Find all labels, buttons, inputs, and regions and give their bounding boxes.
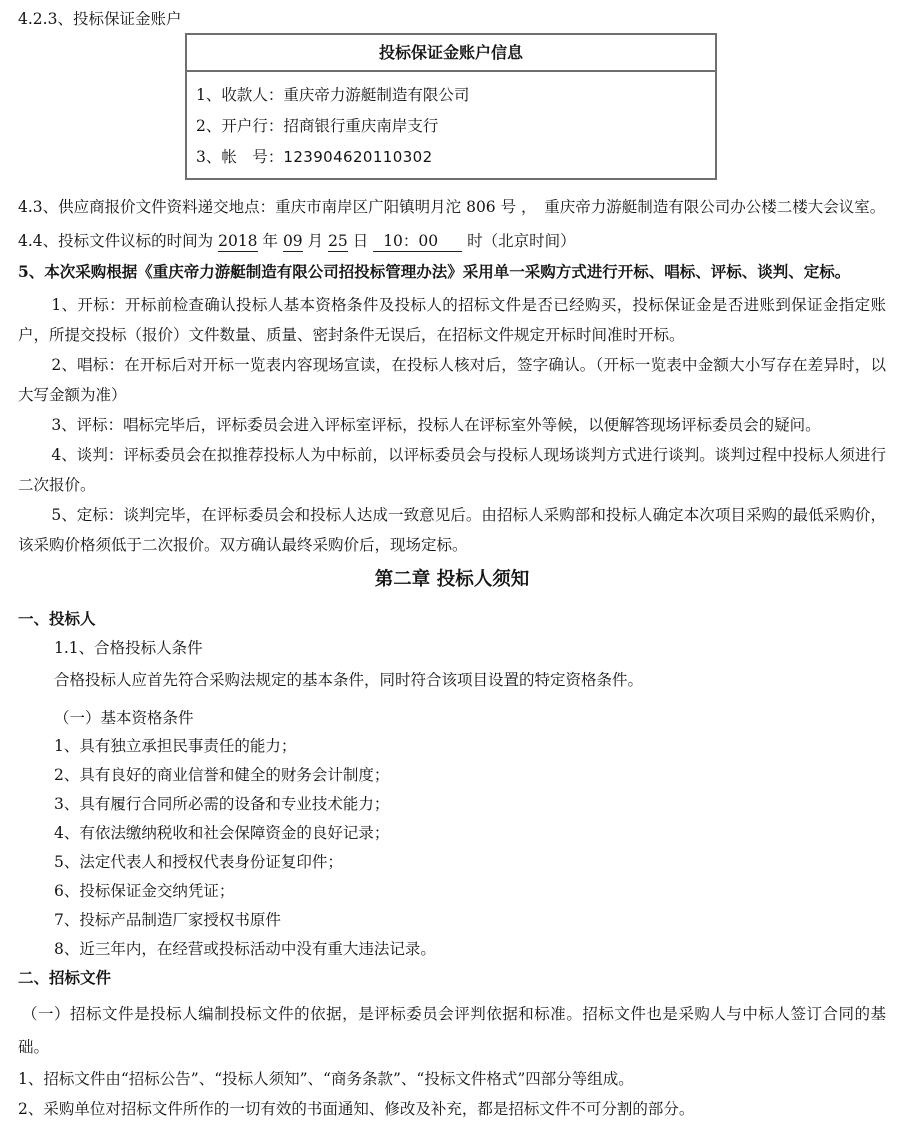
section-1-1-heading: 1.1、合格投标人条件 bbox=[54, 639, 203, 657]
bid-time-value: 10：00 bbox=[373, 232, 462, 252]
section-4-4-bid-time bbox=[18, 230, 886, 252]
procedure-paragraph-award: 5、定标：谈判完毕，在评标委员会和投标人达成一致意见后。由招标人采购部和投标人确定本次项目采购的最低采购价，该采购价格须低于二次报价。双方确认最终采购价后，现场定标。 bbox=[18, 506, 886, 554]
basic-item-1: 1、具有独立承担民事责任的能力； bbox=[54, 737, 297, 755]
section-1-bidders-heading: 一、投标人 bbox=[18, 609, 96, 628]
bid-month-value: 09 bbox=[282, 232, 303, 250]
bid-year-value: 2018 bbox=[218, 232, 258, 250]
bid-time-prefix: 4.4、投标文件议标的时间为 bbox=[18, 232, 214, 250]
deposit-table-title: 投标保证金账户信息 bbox=[187, 35, 715, 72]
procedure-paragraph-reading: 2、唱标：在开标后对开标一览表内容现场宣读，在投标人核对后，签字确认。（开标一览表中金额大小写存在差异时，以大写金额为准） bbox=[18, 356, 886, 404]
qualified-bidder-intro: 合格投标人应首先符合采购法规定的基本条件，同时符合该项目设置的特定资格条件。 bbox=[54, 671, 644, 689]
basic-item-4: 4、有依法缴纳税收和社会保障资金的良好记录； bbox=[54, 824, 390, 842]
table-row-account bbox=[187, 142, 715, 173]
bid-time-suffix: 时（北京时间） bbox=[467, 232, 576, 250]
chapter-2-title: 第二章 投标人须知 bbox=[374, 569, 530, 590]
account-number: 123904620110302 bbox=[283, 148, 433, 166]
table-row-payee: 1、收款人：重庆帝力游艇制造有限公司 bbox=[196, 86, 470, 104]
tender-documents-paragraph-3: 2、采购单位对招标文件所作的一切有效的书面通知、修改及补充，都是招标文件不可分割的部分。 bbox=[18, 1100, 695, 1118]
basic-item-5: 5、法定代表人和授权代表身份证复印件； bbox=[54, 853, 343, 871]
table-row-bank: 2、开户行：招商银行重庆南岸支行 bbox=[196, 117, 439, 135]
deposit-account-table bbox=[185, 33, 717, 180]
basic-item-7: 7、投标产品制造厂家授权书原件 bbox=[54, 911, 281, 929]
procedure-paragraph-opening: 1、开标：开标前检查确认投标人基本资格条件及投标人的招标文件是否已经购买，投标保证金是否进账到保证金指定账户，所提交投标（报价）文件数量、质量、密封条件无误后，在招标文件规定开标时间准时开标。 bbox=[18, 296, 886, 344]
basic-qualifications-heading: （一）基本资格条件 bbox=[54, 709, 194, 727]
bid-day-value: 25 bbox=[328, 232, 348, 250]
section-5-procurement-method: 5、本次采购根据《重庆帝力游艇制造有限公司招投标管理办法》采用单一采购方式进行开标、唱标、评标、谈判、定标。 bbox=[18, 262, 851, 281]
day-unit: 日 bbox=[352, 232, 369, 250]
procedure-paragraph-evaluation: 3、评标：唱标完毕后，评标委员会进入评标室评标，投标人在评标室外等候，以便解答现场评标委员会的疑问。 bbox=[51, 416, 821, 434]
procedure-paragraph-negotiation: 4、谈判：评标委员会在拟推荐投标人为中标前，以评标委员会与投标人现场谈判方式进行谈判。谈判过程中投标人须进行二次报价。 bbox=[18, 446, 886, 494]
section-4-3-delivery-address: 4.3、供应商报价文件资料递交地点：重庆市南岸区广阳镇明月沱 806 号 ， 重庆帝力游艇制造有限公司办公楼二楼大会议室。 bbox=[18, 198, 886, 216]
account-label: 3、帐 号： bbox=[196, 148, 284, 166]
basic-item-6: 6、投标保证金交纳凭证； bbox=[54, 882, 235, 900]
basic-qualification-items bbox=[54, 732, 886, 964]
section-4-2-3-heading: 4.2.3、投标保证金账户 bbox=[18, 10, 182, 28]
tender-documents-paragraph-2: 1、招标文件由“招标公告”、“投标人须知”、“商务条款”、“投标文件格式”四部分等组成。 bbox=[18, 1070, 634, 1088]
year-unit: 年 bbox=[262, 232, 278, 250]
basic-item-2: 2、具有良好的商业信誉和健全的财务会计制度； bbox=[54, 766, 390, 784]
basic-item-8: 8、近三年内，在经营或投标活动中没有重大违法记录。 bbox=[54, 940, 436, 958]
month-unit: 月 bbox=[307, 232, 324, 250]
tender-documents-paragraph-1: （一）招标文件是投标人编制投标文件的依据，是评标委员会评判依据和标准。招标文件也是采购人与中标人签订合同的基础。 bbox=[18, 1005, 886, 1056]
section-2-tender-documents-heading: 二、招标文件 bbox=[18, 968, 112, 987]
basic-item-3: 3、具有履行合同所必需的设备和专业技术能力； bbox=[54, 795, 390, 813]
procedure-paragraphs bbox=[18, 290, 886, 560]
deposit-table-body bbox=[187, 72, 715, 178]
